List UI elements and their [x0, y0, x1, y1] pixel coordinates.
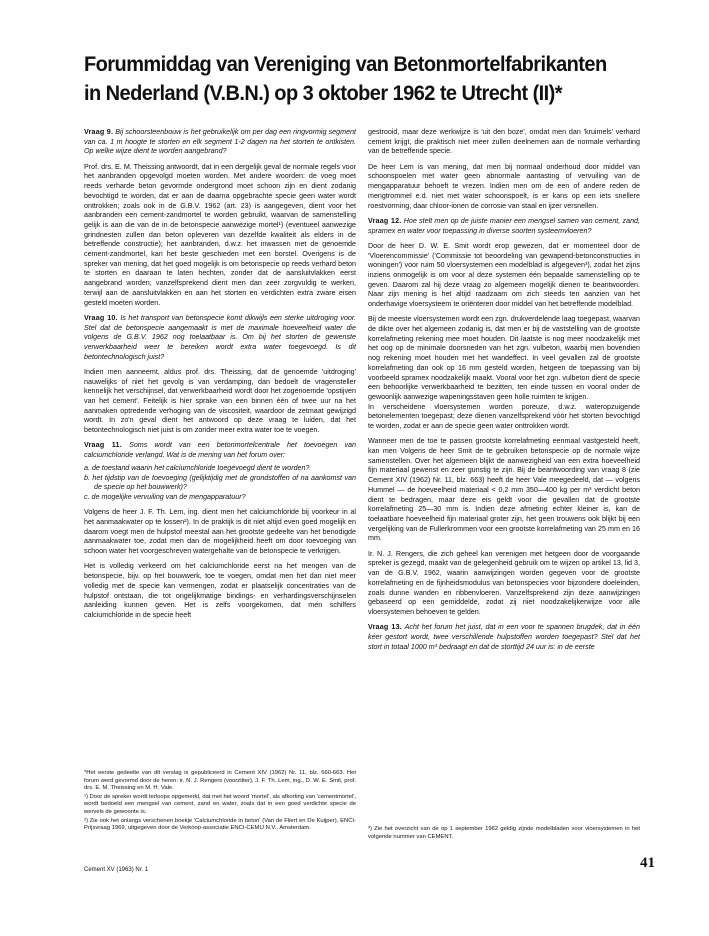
footnote-3: ³) Zie het overzicht van de op 1 september 1962 geldig zijnde modelbladen voor vloersystemen in het volgende nummer van CEMENT. [368, 826, 640, 840]
question-12 [368, 217, 640, 236]
question-label: Vraag 10. [84, 313, 118, 322]
title-line-2: in Nederland (V.B.N.) op 3 oktober 1962 te Utrecht (II)* [84, 81, 562, 105]
question-label: Vraag 12. [368, 216, 402, 225]
list-item-c: c. de mogelijke vervuiling van de mengapparatuur? [84, 492, 246, 501]
question-label: Vraag 13. [368, 623, 402, 632]
question-label: Vraag 11. [84, 441, 122, 450]
question-text: Bij schoorsteenbouw is het gebruikelijk om per dag een ringvormig segment van ca. 1 m hoogte te storten en elk segment 1-2 dagen na het storten te ontkisten. Op welke wijze dient te worden aangebrand? [84, 128, 356, 156]
answer-12-paragraph-1: Door de heer D. W. E. Smit wordt erop gewezen, dat er momenteel door de 'Vloerencommissie' ('Commissie tot beoordeling van gewapend-betonconstructies in woningen') voor ruim 50 vloersystemen een modelblad is afgegeven³), zodat het zijns inziens onmogelijk is om voor al deze systemen één bepaalde samenstelling op te geven. Daarom zal hij deze vraag zo algemeen mogelijk dienen te beantwoorden. Naar zijn mening is het altijd raadzaam om zich steeds ten aanzien van het onderhavige vloersysteem te oriënteren door middel van het betreffende modelblad. [368, 241, 640, 309]
question-11-list [84, 464, 356, 503]
footnote-star: *Het eerste gedeelte van dit verslag is gepubliceerd in Cement XIV (1962) Nr. 11, blz. 660-663. Het forum werd gevormd door de heren: ir. N. J. Rengers (voorzitter), J. F. Th. Lem, ing., D. W. E. Smit, prof. drs. E. M. Theissing en M. H. Vale. [84, 770, 356, 792]
left-column [84, 128, 356, 626]
answer-11-continued: gestrooid, maar deze werkwijze is 'uit den boze', omdat men dan 'kruimels' verhard cement krijgt, die praktisch niet meer zullen deelnemen aan de normale verharding van de betreffende specie. [368, 128, 640, 156]
question-13 [368, 623, 640, 652]
list-item-a: a. de toestand waarin het calciumchloride toegevoegd dient te worden? [84, 463, 310, 472]
answer-12-paragraph-3: In verscheidene vloersystemen worden poreuze, d.w.z. wateropzuigende betonelementen toegepast; deze dienen vanzelfsprekend vóór het storten bevochtigd te worden, zodat er aan de specie geen water onttrokken wordt. [368, 402, 640, 431]
title-line-1: Forummiddag van Vereniging van Betonmortelfabrikanten [84, 52, 607, 76]
answer-9-paragraph: Prof. drs. E. M. Theissing antwoordt, dat in een dergelijk geval de normale regels voor het aanbranden opgevolgd moeten worden. Met andere woorden: de voeg moet reeds verharde beton gevormde ondergrond moet schoon zijn en dient zodanig bevochtigd te worden, dat er aan de daarna opgebrachte specie geen water wordt onttrokken; zoals ook in de G.B.V. 1962 (art. 23) is aangegeven, dient voor het aanbranden een cement-zandmortel te worden gebruikt, waarvan de samenstelling gelijk is aan die van de in de betonspecie aanwezige mortel¹) (eventueel aanwezige grindnesten zullen dan beton opleveren van dezelfde kwaliteit als elders in de betreffende constructie); het aanbranden, d.w.z. het inwassen met de genoemde cement-zandmortel, kan het beste geschieden met een borstel. Overigens is de spreker van mening, dat het goed mogelijk is om betonspecie op reeds verhard beton te storten en daaraan te laten hechten, zonder dat de aansluitvlakken eerst aangebrand worden; vanzelfsprekend dient men dan zeer zorgvuldig te werken, terwijl aan de aansluitvlakken en aan het storten en verdichten extra zware eisen gesteld moeten worden. [84, 162, 356, 307]
footnote-2: ²) Zie ook het onlangs verschenen boekje 'Calciumchloride in beton' (Van de Fliert en De Kuijper), ENCI-Prijsvraag 1969, uitgegeven door de Verkoop-associatie ENCI-CEMIJ N.V., Amsterdam. [84, 817, 356, 832]
article-title [84, 50, 614, 108]
question-11 [84, 441, 356, 460]
question-label: Vraag 9. [84, 128, 114, 136]
journal-reference: Cement XV (1963) Nr. 1 [84, 867, 149, 873]
page-number: 41 [640, 855, 655, 871]
question-text: Acht het forum het juist, dat in een voor te spannen brugdek, dat in één keer gestort wordt, twee verschillende hulpstoffen worden toegepast? Stel dat het stort in totaal 1000 m³ bedraagt en dat de storttijd 24 uur is: in de eerste [368, 623, 640, 651]
footnotes-right [368, 826, 640, 842]
footnote-1: ¹) Door de spreker wordt terloops opgemerkt, dat met het woord 'mortel', als afkorting van 'cementmortel', wordt bedoeld een mengsel van cement, zand en water, zoals dat in een goed verdichte specie de wervels de gewoonte is. [84, 793, 356, 815]
answer-11-paragraph-2: Het is volledig verkeerd om het calciumchloride eerst na het mengen van de betonspecie, bijv. op het bouwwerk, toe te voegen, omdat men het dan niet meer volledig met de specie kan vermengen, zodat er plaatselijk concentraties van de hulpstof ontstaan, die tot ongelijkmatige bindings- en verhardingsverschijnselen aanleiding kunnen geven. Het is zelfs voorgekomen, dat men schilfers calciumchloride in de specie heeft [84, 562, 356, 619]
question-10 [84, 314, 356, 363]
list-item-b: b. het tijdstip van de toevoeging (gelijktijdig met de grondstoffen of na aankomst van de specie op het bouwwerk)? [84, 473, 356, 492]
question-text: Is het transport van betonspecie komt dikwijls een sterke uitdroging voor. Stel dat de betonspecie aangemaakt is met de maximale hoeveelheid water die volgens de G.B.V. 1962 nog toelaatbaar is. Om bij het storten de gewenste verwerkbaarheid weer te bereiken wordt extra water toegevoegd. Is dit betontechnologisch juist? [84, 313, 356, 361]
answer-11-paragraph-1: Volgens de heer J. F. Th. Lem, ing. dient men het calciumchloride bij voorkeur in al het aanmaakwater op te lossen²). In de praktijk is dit niet altijd even goed mogelijk en daarom voegt men de hulpstof meestal aan het grootste gedeelte van het benodigde aanmaakwater toe, zodat men dan de mogelijkheid heeft om door toevoeging van schoon water het voorgeschreven watergehalte van de betonspecie te verkrijgen. [84, 508, 356, 556]
question-text: Soms wordt van een betonmortelcentrale het toevoegen van calciumchloride verlangd. Wat is de mening van het forum over: [84, 441, 357, 460]
question-9 [84, 128, 356, 157]
question-text: Hoe stelt men op de juiste manier een mengsel samen van cement, zand, spramex en water voor toepassing in diverse soorten systeemvloeren? [368, 216, 640, 235]
answer-12-paragraph-4: Wanneer men de toe te passen grootste korrelafmeting eenmaal vastgesteld heeft, kan men Volgens de heer Smit de te gebruiken betonspecie op de normale wijze samenstellen. Over het algemeen blijkt de aanwezigheid van een extra hoeveelheid fijn materiaal gewenst en zeer gunstig te zijn. Bij de beantwoording van vraag 8 (zie Cement XIV (1962) Nr. 11, blz. 663) heeft de heer Vale meegedeeld, dat — volgens Hummel — de hoeveelheid materiaal < 0,2 mm 350—400 kg per m³ verdicht beton dient te bedragen, maar deze eis geldt voor die gevallen dat de grootste korrelafmeting 25—30 mm is. Indien deze afmeting echter kleiner is, kan de toelaatbare hoeveelheid fijn materiaal groter zijn, het geen trouwens ook blijkt bij een vergelijking van de Fullerkrommen voor een grootste korrelafmeting van 25 mm en 16 mm. [368, 437, 640, 543]
footnotes-left [84, 770, 356, 834]
right-column [368, 128, 640, 658]
answer-12-paragraph-2: Bij de meeste vloersystemen wordt een zgn. drukverdelende laag toegepast, waarvan de dikte over het algemeen zodanig is, dat men er bij de vaststelling van de grootste korrelafmeting rekening mee moet houden. Dit laatste is nog meer noodzakelijk met het oog op de minimale doorsneden van het zgn. vulbeton, waarbij men bovendien nog rekening moet houden met het wandeffect. In veel gevallen zal de grootste korrelafmeting dan ook op 16 mm gesteld worden, hetgeen de toepassing van bij voorbeeld spramex noodzakelijk maakt. Vooral voor het zgn. vulbeton dient de specie een behoorlijke verwerkbaarheid te bezitten, ten einde tussen en vooral onder de gewoonlijk aanwezige wapeningsstaven geen holle ruimten te krijgen. [368, 315, 640, 401]
answer-11-paragraph-3: De heer Lem is van mening, dat men bij normaal onderhoud door middel van schoonspoelen met water geen abnormale aantasting of vervuiling van de mengapparatuur behoeft te vrezen. Indien men om de een of andere reden de mengtrommel e.d. niet met water schoonspoelt, is er kans op een iets snellere roestvorming, daar chloor-ionen de corrosie van staal en ijzer versnellen. [368, 162, 640, 210]
answer-12-paragraph-5: Ir. N. J. Rengers, die zich geheel kan verenigen met hetgeen door de voorgaande spreker is gezegd, maakt van de gelegenheid gebruik om te wijzen op artikel 13, lid 3, van de G.B.V. 1962, waarin aanwijzingen worden gegeven voor de grootste korrelafmeting en de fijnheidsmodulus van betonspecies voor bijzondere doeleinden, zoals dunne wanden en ribbenvloeren. Vanzelfsprekend zijn deze aanwijzingen gebaseerd op een gemiddelde, zodat zij niet noodzakelijkerwijze voor alle vloersystemen behoeven te gelden. [368, 549, 640, 616]
answer-10-paragraph: Indien men aanneemt, aldus prof. drs. Theissing, dat de genoemde 'uitdroging' nauwelijks of niet het gevolg is van verdamping, dan bedoelt de vragensteller kennelijk het verschijnsel, dat verwerkbaarheid wordt door het zogenoemde 'opstijven van het cement'. Feitelijk is hier sprake van een binnen één of twee uur na het aanmaken optredende verhoging van de viscositeit, waardoor de zetmaat gewijzigd wordt. In zo'n geval dient het antwoord op deze vraag te luiden, dat het betontechnologisch niet juist is om zonder meer extra water toe te voegen. [84, 367, 356, 435]
